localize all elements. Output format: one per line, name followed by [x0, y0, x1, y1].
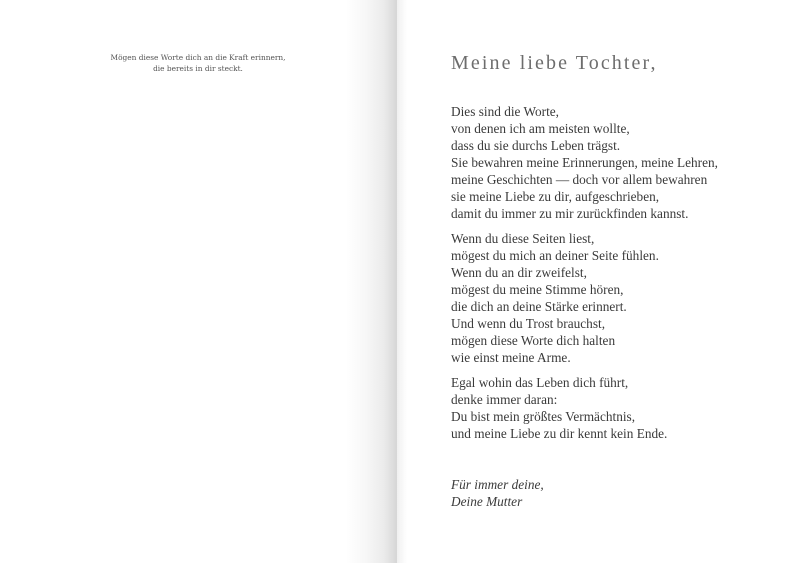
gutter-shadow: [345, 0, 397, 563]
letter-line: Wenn du diese Seiten liest,: [451, 231, 595, 246]
letter-line: von denen ich am meisten wollte,: [451, 121, 630, 136]
letter-line: meine Geschichten — doch vor allem bewahren: [451, 172, 708, 187]
letter-stanza-3: [451, 374, 667, 442]
letter-line: Wenn du an dir zweifelst,: [451, 265, 587, 280]
letter-line: dass du sie durchs Leben trägst.: [451, 138, 621, 153]
signature-line: Für immer deine,: [451, 477, 544, 492]
letter-line: damit du immer zu mir zurückfinden kannst.: [451, 206, 689, 221]
epigraph: [98, 53, 298, 74]
letter-line: sie meine Liebe zu dir, aufgeschrieben,: [451, 189, 660, 204]
letter-line: Und wenn du Trost brauchst,: [451, 316, 606, 331]
letter-line: denke immer daran:: [451, 392, 558, 407]
gutter-shadow-right: [397, 0, 407, 563]
letter-stanza-1: [451, 103, 718, 222]
letter-line: Sie bewahren meine Erinnerungen, meine Lehren,: [451, 155, 718, 170]
letter-signature: [451, 476, 544, 510]
letter-line: mögest du meine Stimme hören,: [451, 282, 624, 297]
letter-line: Egal wohin das Leben dich führt,: [451, 375, 629, 390]
epigraph-line: die bereits in dir steckt.: [153, 63, 243, 73]
letter-line: mögest du mich an deiner Seite fühlen.: [451, 248, 659, 263]
letter-line: und meine Liebe zu dir kennt kein Ende.: [451, 426, 668, 441]
letter-line: die dich an deine Stärke erinnert.: [451, 299, 627, 314]
letter-line: Dies sind die Worte,: [451, 104, 559, 119]
letter-line: Du bist mein größtes Vermächtnis,: [451, 409, 636, 424]
letter-line: mögen diese Worte dich halten: [451, 333, 616, 348]
epigraph-line: Mögen diese Worte dich an die Kraft erinnern,: [110, 53, 286, 62]
letter-salutation: Meine liebe Tochter,: [451, 52, 658, 74]
letter-line: wie einst meine Arme.: [451, 350, 571, 365]
letter-stanza-2: [451, 230, 659, 366]
signature-line: Deine Mutter: [451, 494, 523, 509]
